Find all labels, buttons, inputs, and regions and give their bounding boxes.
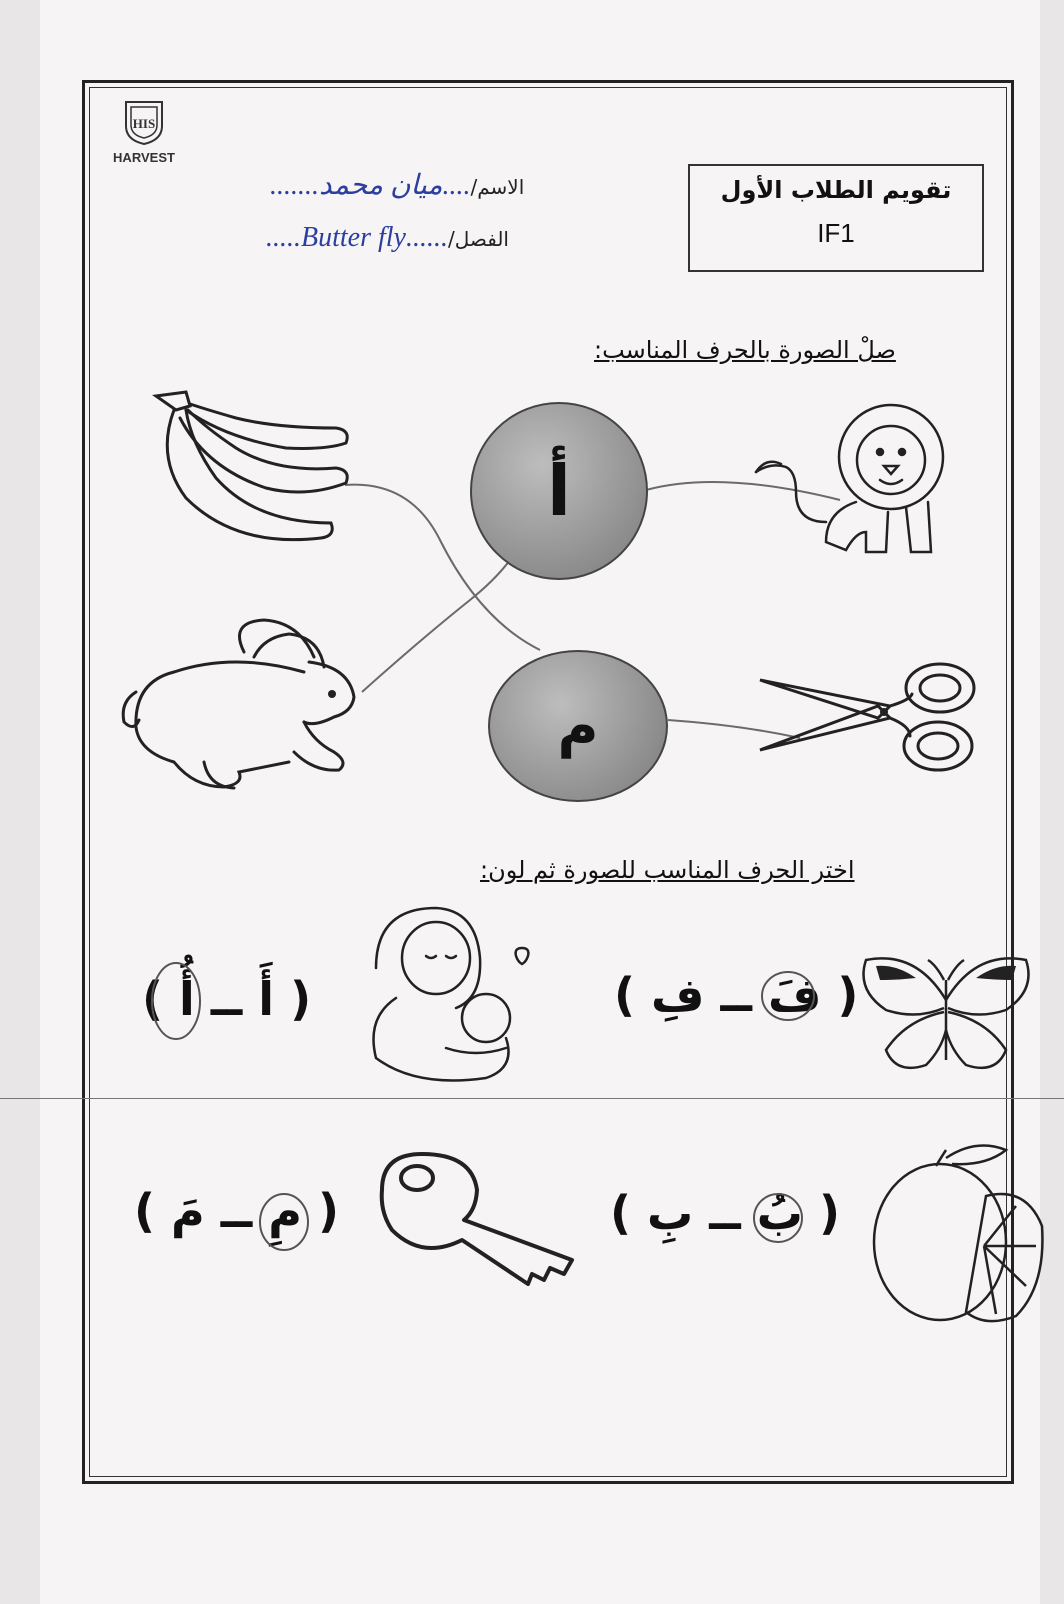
circled-choice-mark (254, 1190, 314, 1254)
letter-circle-meem: م (488, 650, 668, 802)
class-label: الفصل/ (447, 227, 509, 251)
rabbit-icon (114, 612, 364, 802)
mother-baby-icon (356, 898, 546, 1088)
butterfly-icon (856, 950, 1036, 1080)
logo-brand: HARVEST (113, 150, 175, 165)
class-value: ......Butter fly..... (266, 222, 448, 253)
page-title: تقويم الطلاب الأول (720, 176, 952, 204)
letter-circle-alef: أ (470, 402, 648, 580)
key-icon (372, 1150, 582, 1300)
circled-choice-mark (756, 966, 820, 1026)
choices-mother[interactable]: ( أَ ــ أُ ) (142, 972, 312, 1026)
section2-instruction: اختر الحرف المناسب للصورة ثم لون: (480, 856, 855, 884)
scissors-icon (760, 660, 990, 780)
circled-choice-mark (148, 958, 204, 1044)
choices-key[interactable]: ( مِ ــ مَ ) (134, 1184, 339, 1238)
name-value: ....ميان محمد....... (270, 170, 471, 201)
orange-icon (866, 1136, 1046, 1332)
banana-icon (146, 388, 356, 558)
name-label: الاسم/ (470, 175, 525, 199)
choices-butterfly[interactable]: ( فَ ــ فِ ) (614, 968, 859, 1022)
choices-orange[interactable]: ( بُ ــ بِ ) (610, 1186, 840, 1240)
logo-emblem-text: HIS (132, 116, 156, 131)
class-code: IF1 (817, 218, 855, 248)
section1-instruction: صلْ الصورة بالحرف المناسب: (594, 336, 896, 364)
circled-choice-mark (748, 1190, 808, 1246)
lion-icon (756, 402, 976, 562)
